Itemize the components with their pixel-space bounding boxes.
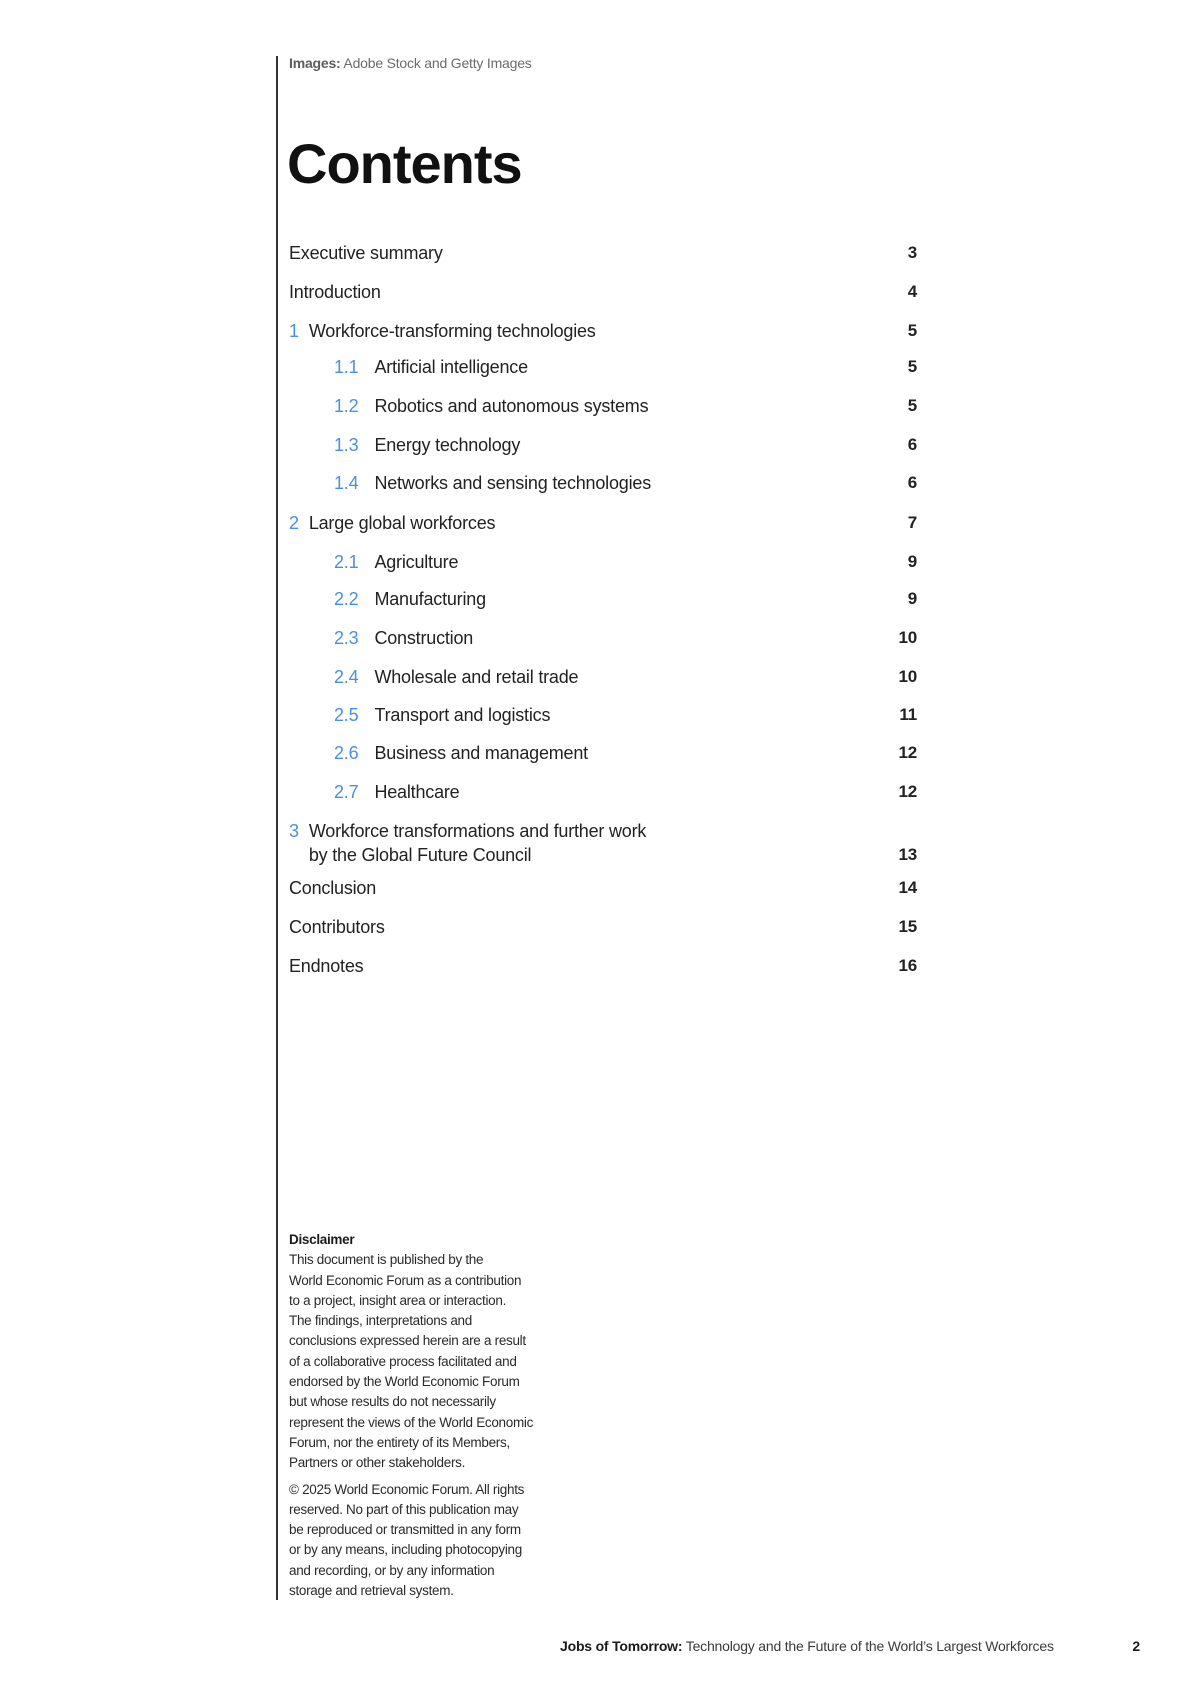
toc-page-number: 14	[898, 878, 917, 897]
toc-entry[interactable]	[289, 626, 917, 650]
toc-entry-title: Introduction	[289, 282, 381, 302]
margin-rule	[276, 56, 278, 1600]
toc-section-number: 2.7	[334, 782, 359, 802]
toc-section-number: 2	[289, 513, 299, 533]
toc-section-number: 2.1	[334, 552, 359, 572]
toc-entry-label	[289, 915, 385, 939]
toc-page-number: 10	[898, 628, 917, 647]
toc-page-number: 9	[907, 589, 917, 608]
toc-page-number: 13	[898, 845, 917, 864]
toc-entry[interactable]	[289, 511, 917, 535]
toc-section-number: 3	[289, 821, 299, 841]
toc-entry[interactable]	[289, 471, 917, 495]
toc-section-number: 2.3	[334, 628, 359, 648]
toc-entry-label	[334, 665, 578, 689]
toc-entry-title: Transport and logistics	[374, 705, 551, 725]
toc-entry[interactable]	[289, 915, 917, 939]
toc-entry[interactable]	[289, 876, 917, 900]
toc-entry-label	[289, 280, 381, 304]
toc-entry-label	[334, 587, 486, 611]
toc-entry[interactable]	[289, 665, 917, 689]
toc-section-number: 1.1	[334, 357, 359, 377]
toc-page-number: 5	[907, 396, 917, 415]
toc-entry-label	[289, 511, 495, 535]
toc-entry-label	[334, 780, 460, 804]
toc-entry-title: Endnotes	[289, 956, 364, 976]
toc-page-number: 7	[907, 513, 917, 532]
toc-entry[interactable]	[289, 241, 917, 265]
page-footer	[560, 1638, 1140, 1654]
toc-entry[interactable]	[289, 355, 917, 379]
toc-entry-title: Robotics and autonomous systems	[374, 396, 649, 416]
toc-section-number: 2.4	[334, 667, 359, 687]
toc-page-number: 3	[907, 243, 917, 262]
toc-entry-title: Workforce transformations and further work by the Global Future Council	[308, 821, 647, 865]
toc-entry-label	[289, 954, 363, 978]
toc-page-number: 15	[898, 917, 917, 936]
toc-entry-title: Wholesale and retail trade	[374, 667, 579, 687]
table-of-contents	[289, 0, 917, 1100]
toc-entry-title: Agriculture	[374, 552, 459, 572]
toc-entry[interactable]	[289, 819, 917, 867]
toc-entry-title: Contributors	[289, 917, 385, 937]
toc-page-number: 10	[898, 667, 917, 686]
toc-section-number: 2.6	[334, 743, 359, 763]
toc-entry-title: Workforce-transforming technologies	[308, 321, 596, 341]
toc-entry[interactable]	[289, 433, 917, 457]
disclaimer-heading: Disclaimer	[289, 1232, 355, 1247]
toc-entry[interactable]	[289, 587, 917, 611]
toc-entry-label	[334, 394, 648, 418]
toc-page-number: 9	[907, 552, 917, 571]
toc-page-number: 11	[899, 705, 917, 724]
toc-entry-label	[334, 550, 458, 574]
toc-entry[interactable]	[289, 394, 917, 418]
toc-entry[interactable]	[289, 550, 917, 574]
disclaimer-body: This document is published by the World Economic Forum as a contribution to a project, insight area or interaction. The findings, interpretations and conclusions expressed herein are a result of a collaborative process facilitated and endorsed by the World Economic Forum but whose results do not necessarily represent the views of the World Economic Forum, nor the entirety of its Members, Partners or other stakeholders.	[289, 1252, 534, 1471]
image-credit-label: Images:	[289, 55, 341, 71]
page-title: Contents	[287, 132, 522, 195]
toc-page-number: 12	[898, 743, 917, 762]
toc-section-number: 1.3	[334, 435, 359, 455]
copyright-notice: © 2025 World Economic Forum. All rights reserved. No part of this publication may be reproduced or transmitted in any form or by any means, including photocopying and recording, or by any information storage and retrieval system.	[289, 1481, 525, 1599]
toc-entry-label	[289, 876, 376, 900]
toc-section-number: 1.2	[334, 396, 359, 416]
toc-entry-title: Energy technology	[374, 435, 521, 455]
toc-entry-label	[334, 741, 588, 765]
toc-entry-title: Healthcare	[374, 782, 460, 802]
toc-entry-label	[289, 319, 596, 343]
toc-entry[interactable]	[289, 954, 917, 978]
toc-entry-title: Construction	[374, 628, 474, 648]
toc-page-number: 12	[898, 782, 917, 801]
footer-report-subtitle: Technology and the Future of the World’s Largest Workforces	[682, 1638, 1054, 1654]
toc-entry-title: Large global workforces	[308, 513, 496, 533]
toc-entry-label	[334, 433, 520, 457]
toc-page-number: 6	[907, 473, 917, 492]
toc-entry-label	[334, 703, 550, 727]
toc-entry[interactable]	[289, 703, 917, 727]
toc-entry-label	[289, 241, 443, 265]
toc-page-number: 16	[898, 956, 917, 975]
toc-entry-title: Business and management	[374, 743, 588, 763]
toc-page-number: 6	[907, 435, 917, 454]
toc-page-number: 5	[907, 321, 917, 340]
toc-entry-title: Conclusion	[289, 878, 377, 898]
toc-entry[interactable]	[289, 280, 917, 304]
toc-entry[interactable]	[289, 319, 917, 343]
footer-report-label: Jobs of Tomorrow:	[560, 1638, 683, 1654]
toc-entry-label	[334, 626, 473, 650]
toc-section-number: 2.2	[334, 589, 359, 609]
toc-entry[interactable]	[289, 741, 917, 765]
toc-entry-label	[334, 355, 528, 379]
toc-entry-title: Artificial intelligence	[374, 357, 528, 377]
toc-page-number: 4	[907, 282, 917, 301]
toc-section-number: 1.4	[334, 473, 359, 493]
toc-entry-title: Networks and sensing technologies	[374, 473, 652, 493]
image-credit-text: Adobe Stock and Getty Images	[340, 55, 532, 71]
toc-section-number: 2.5	[334, 705, 359, 725]
toc-entry-title: Manufacturing	[374, 589, 486, 609]
disclaimer	[289, 1230, 589, 1601]
page-number: 2	[1132, 1638, 1140, 1654]
toc-section-number: 1	[289, 321, 299, 341]
toc-entry-label	[289, 819, 646, 867]
toc-entry-title: Executive summary	[289, 243, 443, 263]
toc-page-number: 5	[907, 357, 917, 376]
toc-entry[interactable]	[289, 780, 917, 804]
toc-entry-label	[334, 471, 651, 495]
